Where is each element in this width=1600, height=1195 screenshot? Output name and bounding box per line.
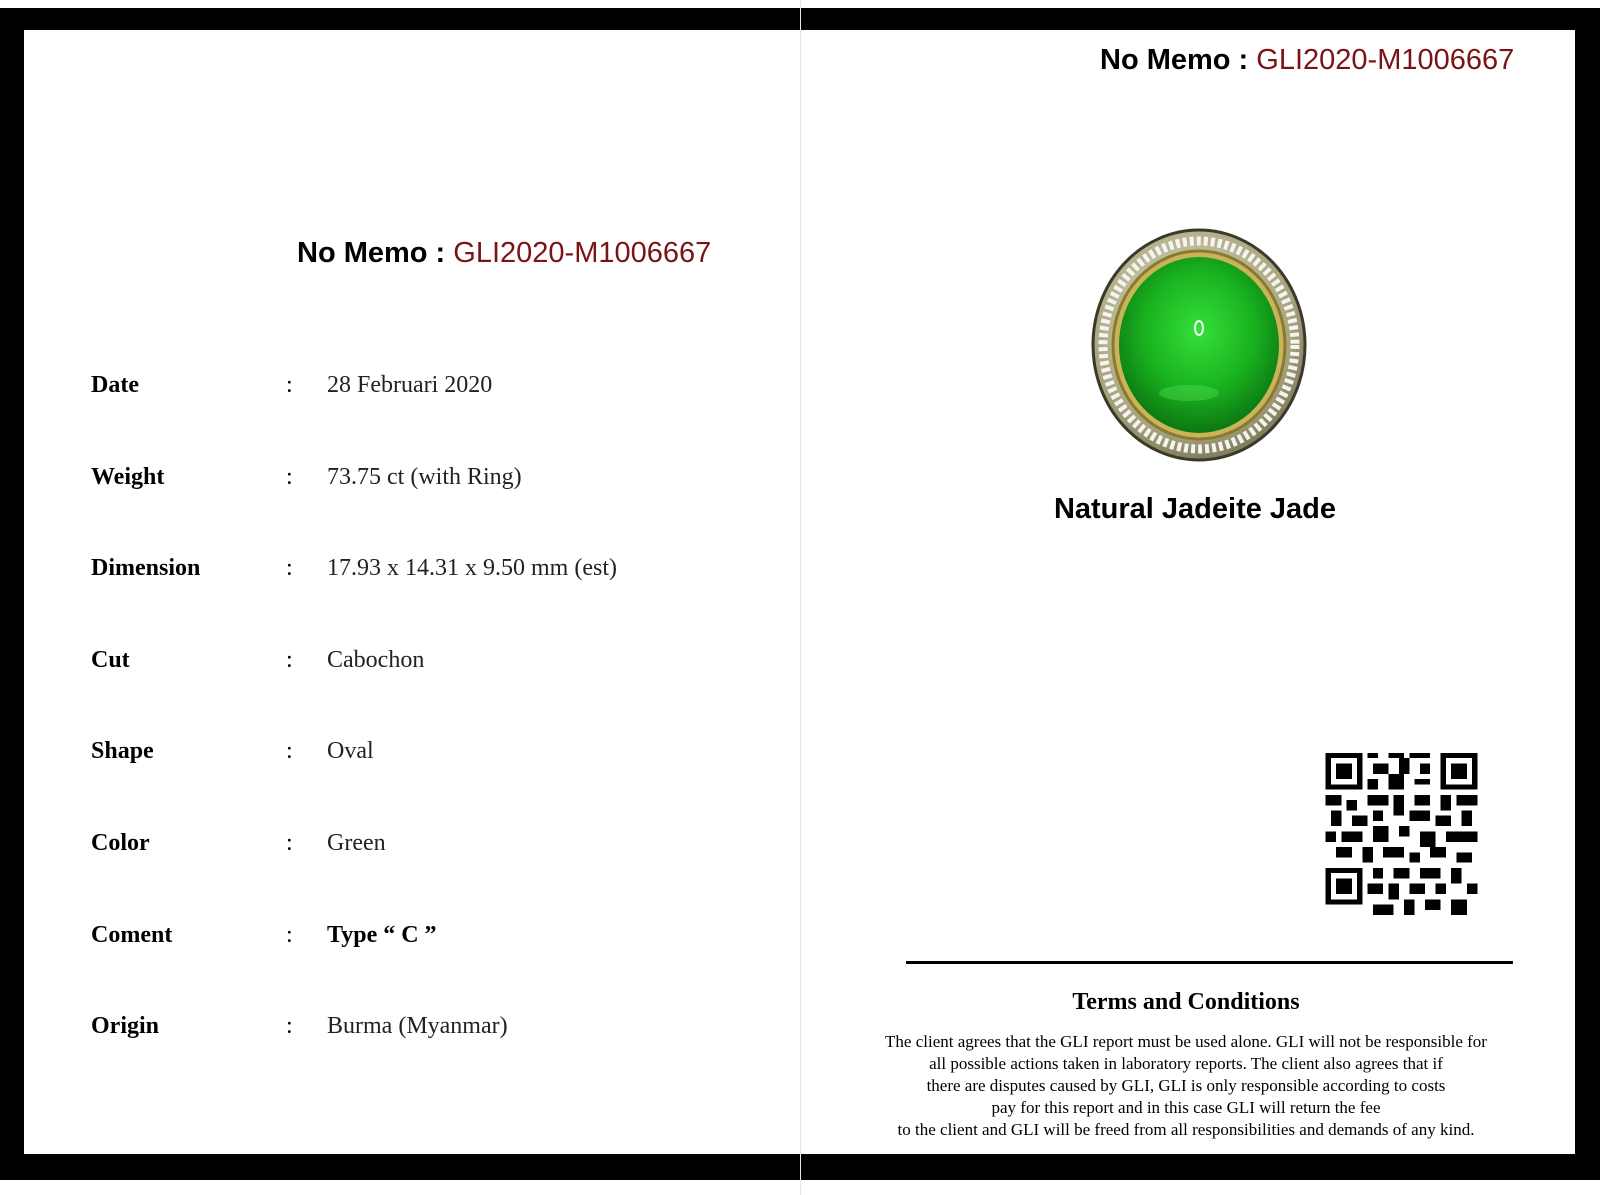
terms-divider-line	[906, 961, 1513, 964]
spec-value: Oval	[327, 738, 374, 764]
spec-value: 17.93 x 14.31 x 9.50 mm (est)	[327, 555, 617, 581]
memo-value: GLI2020-M1006667	[1256, 44, 1515, 76]
spec-label: Origin	[91, 1013, 160, 1039]
terms-line: to the client and GLI will be freed from all responsibilities and demands of any kind.	[897, 1120, 1475, 1139]
memo-label: No Memo :	[297, 237, 446, 269]
spec-value: 73.75 ct (with Ring)	[327, 464, 522, 490]
qr-code-icon	[1325, 753, 1478, 915]
spec-value: Cabochon	[327, 647, 425, 673]
spec-value: Type “ C ”	[327, 922, 437, 948]
spec-colon: :	[286, 647, 293, 673]
spec-label: Coment	[91, 922, 173, 948]
spec-value: 28 Februari 2020	[327, 372, 493, 398]
spec-colon: :	[286, 464, 293, 490]
memo-number-right	[1100, 44, 1514, 77]
page-fold-divider	[800, 0, 801, 1195]
spec-label: Cut	[91, 647, 130, 673]
terms-title: Terms and Conditions	[1072, 989, 1300, 1015]
spec-colon: :	[286, 922, 293, 948]
spec-label: Dimension	[91, 555, 201, 581]
spec-colon: :	[286, 830, 293, 856]
gem-title: Natural Jadeite Jade	[1053, 493, 1337, 525]
spec-colon: :	[286, 1013, 293, 1039]
terms-line: pay for this report and in this case GLI will return the fee	[991, 1098, 1381, 1117]
terms-line: there are disputes caused by GLI, GLI is only responsible according to costs	[926, 1076, 1446, 1095]
spec-colon: :	[286, 372, 293, 398]
memo-number-left	[297, 237, 711, 270]
spec-label: Date	[91, 372, 139, 398]
spec-value: Burma (Myanmar)	[327, 1013, 508, 1039]
terms-line: all possible actions taken in laboratory reports. The client also agrees that if	[929, 1054, 1443, 1073]
terms-line: The client agrees that the GLI report must be used alone. GLI will not be responsible for	[885, 1032, 1487, 1051]
spec-colon: :	[286, 738, 293, 764]
terms-text	[866, 1031, 1506, 1141]
spec-value: Green	[327, 830, 386, 856]
jade-ring-photo	[1090, 227, 1308, 463]
spec-colon: :	[286, 555, 293, 581]
memo-value: GLI2020-M1006667	[453, 237, 712, 269]
memo-label: No Memo :	[1100, 44, 1249, 76]
spec-label: Weight	[91, 464, 165, 490]
spec-label: Shape	[91, 738, 154, 764]
spec-label: Color	[91, 830, 150, 856]
